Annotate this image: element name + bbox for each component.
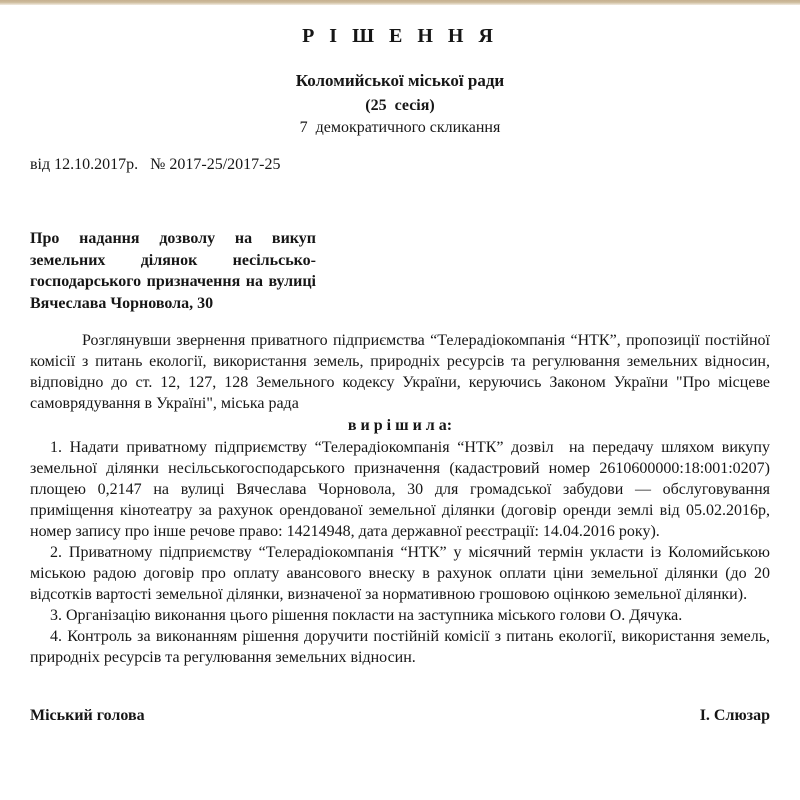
resolved-line: в и р і ш и л а: xyxy=(347,417,453,434)
signature-row xyxy=(30,705,770,727)
date-number-line: від 12.10.2017р. № 2017-25/2017-25 xyxy=(30,156,281,173)
preamble-paragraph: Розглянувши звернення приватного підприємства “Телерадіокомпанія “НТК”, пропозиції постійної комісії з питань екології, використання земель, природніх ресурсів та регулювання земельних відносин, відповідно до ст. 12, 127, 128 Земельного кодексу України, керуючись Законом України "Про місцеве самоврядування в Україні", міська рада xyxy=(30,332,770,412)
decision-item-1: 1. Надати приватному підприємству “Телерадіокомпанія “НТК” дозвіл на передачу шляхом викупу земельної ділянки несільськогосподарського призначення (кадастровий номер 2610600000:18:001:0207) площею 0,2147 на вулиці Вячеслава Чорновола, 30 для громадської забудови — обслуговування приміщення кінотеатру за рахунок орендованої земельної ділянки (договір оренди землі від 05.02.2016р, номер запису про інше речове право: 14214948, дата державної реєстрації: 14.04.2016 року). xyxy=(30,439,770,540)
decision-item-4: 4. Контроль за виконанням рішення доручити постійній комісії з питань екології, використання земель, природніх ресурсів та регулювання земельних відносин. xyxy=(30,628,770,666)
session-line: (25 сесія) xyxy=(365,97,435,114)
council-name: Коломийської міської ради xyxy=(295,71,505,90)
subject-block: Про надання дозволу на викуп земельних ділянок несільсько-господарського призначення на вулиці Вячеслава Чорновола, 30 xyxy=(30,230,316,312)
decision-item-2: 2. Приватному підприємству “Телерадіокомпанія “НТК” у місячний термін укласти із Коломийською міською радою договір про оплату авансового внеску в рахунок оплати ціни земельної ділянки (до 20 відсотків вартості земельної ділянки, визначеної за нормативною грошовою оцінкою земельної ділянки). xyxy=(30,544,770,603)
signature-role: Міський голова xyxy=(30,707,145,724)
signature-name: І. Слюзар xyxy=(699,707,770,724)
page-title: Р І Ш Е Н Н Я xyxy=(302,25,498,47)
top-accent-strip xyxy=(0,0,800,5)
convocation-line: 7 демократичного скликання xyxy=(299,119,501,136)
document-page xyxy=(0,24,800,727)
decision-item-3: 3. Організацію виконання цього рішення покласти на заступника міського голови О. Дячука. xyxy=(50,607,683,624)
